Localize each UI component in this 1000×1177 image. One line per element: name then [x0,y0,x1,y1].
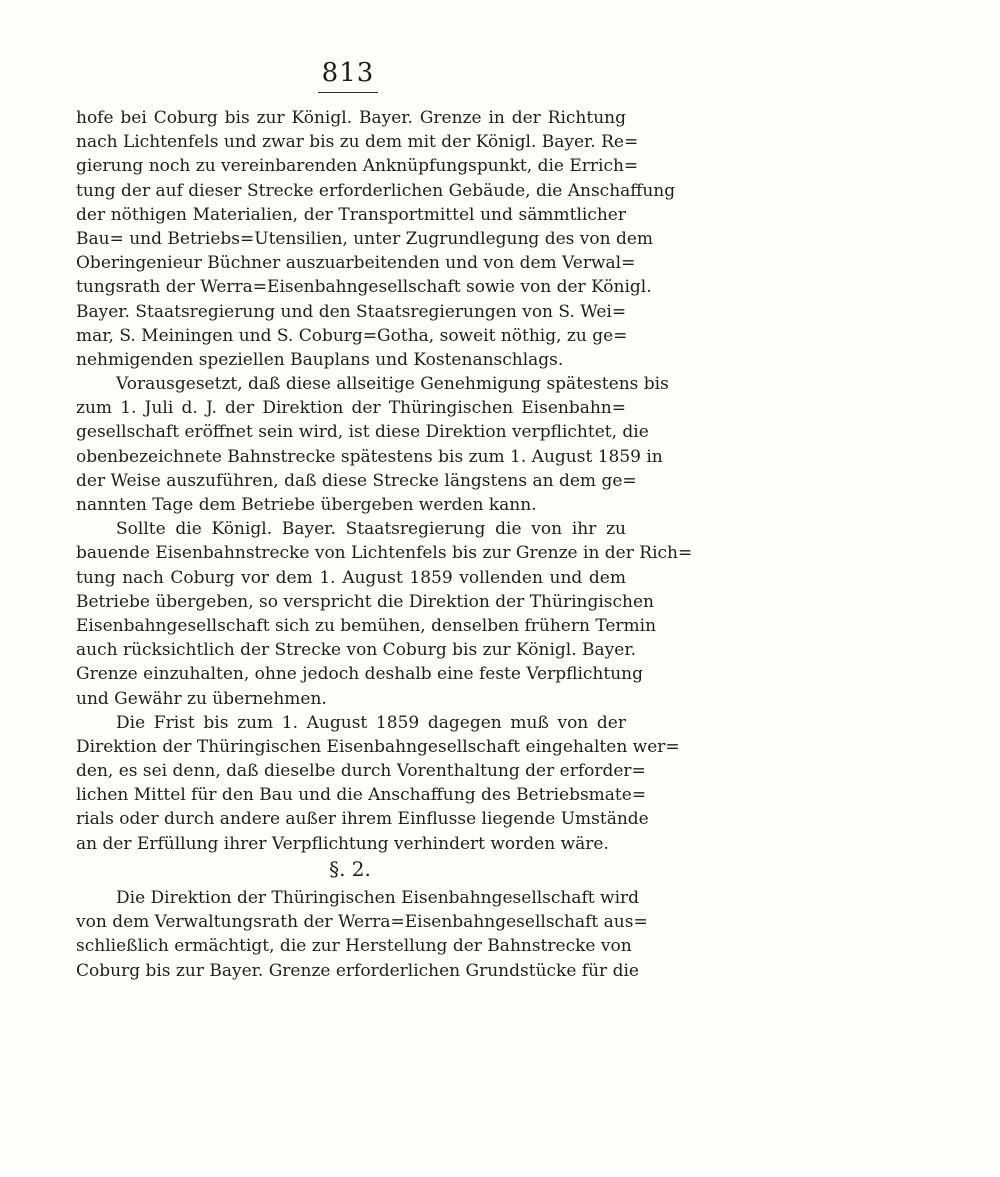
text-line: Bayer. Staatsregierung und den Staatsregierungen von S. Wei= [76,301,627,322]
text-line: der Weise auszuführen, daß diese Strecke längstens an dem ge= [76,470,637,491]
text-line: gierung noch zu vereinbarenden Anknüpfungspunkt, die Errich= [76,156,639,177]
text-line: Grenze einzuhalten, ohne jedoch deshalb eine feste Verpflichtung [76,664,643,685]
paragraph [76,517,693,711]
text-line: gesellschaft eröffnet sein wird, ist diese Direktion verpflichtet, die [76,422,649,443]
text-line: auch rücksichtlich der Strecke von Coburg bis zur Königl. Bayer. [76,640,636,661]
text-line: Oberingenieur Büchner auszuarbeitenden und von dem Verwal= [76,253,636,274]
text-line: rials oder durch andere außer ihrem Einflusse liegende Umstände [76,809,649,830]
text-line: mar, S. Meiningen und S. Coburg=Gotha, soweit nöthig, zu ge= [76,325,628,346]
text-line: tungsrath der Werra=Eisenbahngesellschaft sowie von der Königl. [76,277,652,298]
paragraph [76,106,676,372]
text-line: nehmigenden speziellen Bauplans und Kostenanschlags. [76,349,564,370]
text-line: Sollte die Königl. Bayer. Staatsregierung die von ihr zu [116,519,626,540]
text-line: Betriebe übergeben, so verspricht die Direktion der Thüringischen [76,591,654,612]
text-line: nach Lichtenfels und zwar bis zu dem mit der Königl. Bayer. Re= [76,132,639,153]
text-line: Eisenbahngesellschaft sich zu bemühen, denselben frühern Termin [76,615,657,636]
text-line: Die Frist bis zum 1. August 1859 dagegen muß von der [116,712,626,733]
show-through [640,350,840,351]
text-block-section-2 [76,886,648,983]
text-line: den, es sei denn, daß dieselbe durch Vorenthaltung der erforder= [76,761,646,782]
section-heading: §. 2. [329,857,371,881]
text-line: Direktion der Thüringischen Eisenbahngesellschaft eingehalten wer= [76,736,680,757]
text-line: von dem Verwaltungsrath der Werra=Eisenbahngesellschaft aus= [76,912,648,933]
text-line: zum 1. Juli d. J. der Direktion der Thüringischen Eisenbahn= [76,398,626,419]
text-block-main [76,106,693,856]
text-line: bauende Eisenbahnstrecke von Lichtenfels bis zur Grenze in der Rich= [76,543,693,564]
paragraph [76,372,669,517]
text-line: an der Erfüllung ihrer Verpflichtung verhindert worden wäre. [76,833,609,854]
text-line: lichen Mittel für den Bau und die Anschaffung des Betriebsmate= [76,785,647,806]
text-line: obenbezeichnete Bahnstrecke spätestens bis zum 1. August 1859 in [76,446,663,467]
text-line: schließlich ermächtigt, die zur Herstellung der Bahnstrecke von [76,936,632,957]
text-line: Coburg bis zur Bayer. Grenze erforderlichen Grundstücke für die [76,960,639,981]
paragraph [76,886,648,983]
page-number-rule [318,92,378,93]
text-line: tung nach Coburg vor dem 1. August 1859 vollenden und dem [76,567,626,588]
text-line: Die Direktion der Thüringischen Eisenbahngesellschaft wird [116,888,640,908]
paragraph [76,711,680,856]
text-line: tung der auf dieser Strecke erforderlichen Gebäude, die Anschaffung [76,180,676,201]
text-line: nannten Tage dem Betriebe übergeben werden kann. [76,495,537,515]
text-line: hofe bei Coburg bis zur Königl. Bayer. Grenze in der Richtung [76,108,626,128]
text-line: und Gewähr zu übernehmen. [76,688,327,709]
text-line: Vorausgesetzt, daß diese allseitige Genehmigung spätestens bis [116,374,669,395]
page-number: 813 [321,58,375,88]
text-line: der nöthigen Materialien, der Transportmittel und sämmtlicher [76,204,626,225]
text-line: Bau= und Betriebs=Utensilien, unter Zugrundlegung des von dem [76,228,654,249]
